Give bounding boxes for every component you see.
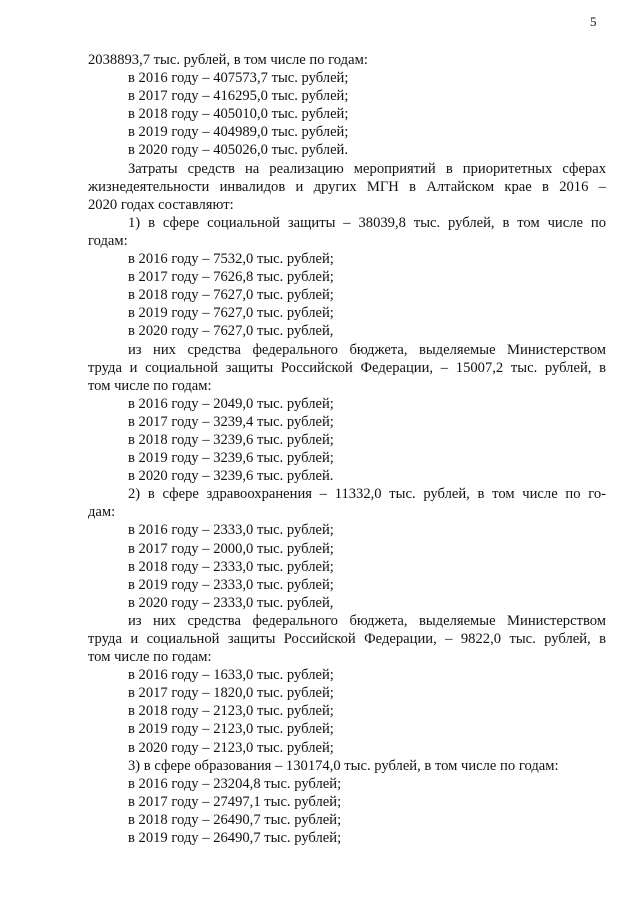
- text-line: в 2017 году – 27497,1 тыс. рублей;: [128, 793, 342, 810]
- text-line: годам:: [88, 232, 128, 249]
- text-line: в 2016 году – 2333,0 тыс. рублей;: [128, 522, 334, 539]
- text-line: труда и социальной защиты Российской Федерации, – 15007,2 тыс. рублей, в: [88, 359, 606, 376]
- text-line: в 2017 году – 3239,4 тыс. рублей;: [128, 413, 334, 430]
- text-line: в 2020 году – 2333,0 тыс. рублей,: [128, 594, 334, 611]
- text-line: в 2018 году – 2333,0 тыс. рублей;: [128, 558, 334, 575]
- text-line: из них средства федерального бюджета, выделяемые Министерством: [128, 612, 606, 629]
- text-line: в 2019 году – 404989,0 тыс. рублей;: [128, 124, 349, 141]
- text-line: в 2018 году – 2123,0 тыс. рублей;: [128, 703, 334, 720]
- text-line: в 2017 году – 7626,8 тыс. рублей;: [128, 269, 334, 286]
- text-line: в 2019 году – 3239,6 тыс. рублей;: [128, 450, 334, 467]
- text-line: том числе по годам:: [88, 649, 212, 666]
- text-line: в 2018 году – 3239,6 тыс. рублей;: [128, 431, 334, 448]
- text-line: 1) в сфере социальной защиты – 38039,8 тыс. рублей, в том числе по: [128, 214, 606, 231]
- text-line: в 2017 году – 416295,0 тыс. рублей;: [128, 88, 349, 105]
- text-line: в 2020 году – 405026,0 тыс. рублей.: [128, 142, 349, 159]
- text-line: в 2018 году – 405010,0 тыс. рублей;: [128, 106, 349, 123]
- text-line: 2038893,7 тыс. рублей, в том числе по годам:: [88, 52, 368, 68]
- text-line: труда и социальной защиты Российской Федерации, – 9822,0 тыс. рублей, в: [88, 631, 606, 647]
- text-line: в 2018 году – 7627,0 тыс. рублей;: [128, 287, 334, 304]
- text-line: в 2017 году – 1820,0 тыс. рублей;: [128, 685, 334, 702]
- text-line: дам:: [88, 504, 116, 521]
- text-line: 2020 годах составляют:: [88, 196, 234, 213]
- document-body: [88, 51, 606, 847]
- text-line: из них средства федерального бюджета, выделяемые Министерством: [128, 341, 606, 358]
- text-line: в 2019 году – 2123,0 тыс. рублей;: [128, 721, 334, 738]
- text-line: в 2020 году – 3239,6 тыс. рублей.: [128, 468, 334, 485]
- text-line: в 2016 году – 2049,0 тыс. рублей;: [128, 395, 334, 412]
- text-line: в 2019 году – 26490,7 тыс. рублей;: [128, 830, 342, 847]
- text-line: в 2020 году – 7627,0 тыс. рублей,: [128, 323, 334, 340]
- text-line: в 2016 году – 23204,8 тыс. рублей;: [128, 775, 342, 792]
- text-line: 2) в сфере здравоохранения – 11332,0 тыс. рублей, в том числе по го-: [128, 486, 606, 503]
- text-line: в 2019 году – 2333,0 тыс. рублей;: [128, 576, 334, 593]
- text-line: в 2019 году – 7627,0 тыс. рублей;: [128, 305, 334, 322]
- text-line: в 2018 году – 26490,7 тыс. рублей;: [128, 811, 342, 828]
- text-line: в 2017 году – 2000,0 тыс. рублей;: [128, 540, 334, 557]
- text-line: том числе по годам:: [88, 377, 212, 394]
- text-line: в 2020 году – 2123,0 тыс. рублей;: [128, 739, 334, 756]
- text-line: в 2016 году – 1633,0 тыс. рублей;: [128, 667, 334, 684]
- text-line: жизнедеятельности инвалидов и других МГН в Алтайском крае в 2016 –: [88, 178, 606, 195]
- text-line: 3) в сфере образования – 130174,0 тыс. рублей, в том числе по годам:: [128, 757, 559, 774]
- page-number: 5: [590, 14, 597, 29]
- text-line: Затраты средств на реализацию мероприятий в приоритетных сферах: [128, 160, 606, 177]
- text-line: в 2016 году – 407573,7 тыс. рублей;: [128, 70, 349, 87]
- text-line: в 2016 году – 7532,0 тыс. рублей;: [128, 251, 334, 268]
